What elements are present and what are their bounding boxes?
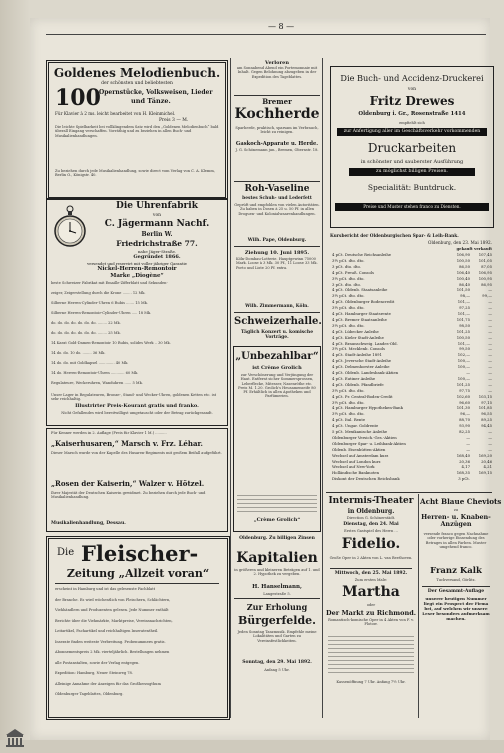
kurs-name: 4 pCt. Braunschweig. Landes-Obl.: [332, 340, 398, 346]
cheviots-firm: Franz Kalk: [430, 566, 482, 576]
theater-play2-sub: oder: [366, 603, 376, 607]
druckerei-special: Specialität: Buntdruck.: [367, 183, 457, 192]
uhren-price-line: zeiger, Zeigerstellung durch die Krone ........ 12 Mk.: [51, 291, 146, 295]
kurs-buy: —: [466, 446, 470, 452]
pocket-watch-icon: [53, 203, 87, 249]
kurs-sell: —: [488, 429, 492, 434]
musik-title2: „Rosen der Kaiserin,“ Walzer v. Hötzel.: [51, 479, 205, 488]
ziehung-head: Ziehung 10. Juni 1895.: [244, 250, 310, 256]
kurs-buy: 86,40: [459, 281, 470, 287]
kurs-name: Oldenb. Eisenhütten-Aktien: [332, 446, 386, 452]
cheviots-sub: zu: [453, 508, 459, 512]
kurs-buy: 101,25: [456, 328, 470, 334]
theater-dir: Direction G. Schönerstädt.: [346, 516, 396, 520]
uhren-note: versendet und reservirt mit voller jähriger Garantie: [87, 261, 187, 266]
koch-firm: Gaskoch-Apparate u. Herde.: [235, 141, 319, 147]
erholung-pre: Zur Erholung: [246, 602, 308, 612]
bremer-label: Bremer: [262, 97, 292, 106]
unbez-foot: „Crème Grolich“: [253, 517, 301, 523]
fleischer-subtitle: Zeitung „Allzeit voran“: [66, 567, 210, 580]
col-divider-2: [322, 58, 323, 718]
uhren-price-line: Silberne Herren-Cylinder-Uhren 6 Rubis ....... 15 Mk.: [51, 301, 148, 305]
kurs-name: 3½ pCt. dto. dto.: [332, 275, 365, 281]
kurs-buy: 100,—: [457, 358, 470, 364]
melodienbuch-body: Die leichte Spielbarkeit bei vollklingendem Satz wird den „Goldenen Melodienbuch“ bald überall Eingang verschaffen. Vorräthig und zu beziehen in allen Buch- und Musikalienhandlungen.: [55, 125, 219, 138]
kapital-head: Oldenburg. Zu billigen Zinsen: [239, 536, 315, 541]
kurs-name: 3½ pCt. dto. dto.: [332, 322, 365, 328]
kurs-sell: —: [488, 370, 492, 375]
rule-theater: [330, 568, 412, 569]
kurs-name: Holländische Banknoten: [332, 470, 380, 476]
kurs-sell: 94,45: [481, 423, 492, 429]
kurs-buy: 98,—: [460, 293, 470, 299]
kurs-name: 4 pCt. Oldenb. Staatsanleihe: [332, 287, 388, 293]
druckerei-footer: Preise und Muster stehen franco zu Diensten.: [335, 203, 489, 211]
kurs-name: 4 pCt. Oldenburger Bodencredit: [332, 299, 395, 305]
kurs-name: 4 pCt. Bremer Staatsanleihe: [332, 316, 387, 322]
kurs-sell: —: [488, 299, 492, 305]
buergerfelde-title: Bürgerfelde.: [237, 614, 316, 627]
kurs-name: 4 pCt. Stadt-Anleihe 1891: [332, 352, 382, 358]
theater-play2-desc: Romantisch-komische Oper in 4 Akten von F. v. Flotow.: [328, 618, 414, 627]
kurs-name: 3 pCt. dto. dto.: [332, 263, 361, 269]
kurs-buy: 101,30: [456, 405, 470, 411]
kurs-sell: 106,95: [478, 269, 492, 275]
kurs-name: 4 pCt. Oldenb. Pfandbriefe: [332, 381, 384, 387]
kurs-buy: 168,35: [456, 470, 470, 476]
kurs-buy: 101,50: [456, 287, 470, 293]
koch-addr: J. G. Schönemann jun., Bremen, Obernstr. 18.: [235, 148, 319, 152]
kurs-sell: —: [488, 340, 492, 346]
rule-c2-3: [234, 246, 320, 247]
theater-desc: Erstes Gastspiel des Herrn ...: [344, 529, 398, 533]
melodienbuch-line2: Opernstücke, Volksweisen, Lieder: [99, 89, 213, 96]
uhren-marke: Marke „Diogène“: [110, 273, 164, 279]
beilage-text: unserer heutigen Nummer liegt ein Prospect der Firma bei, auf welchen wir unsere Leser besonders aufmerksam machen.: [422, 596, 490, 621]
kurs-buy: 100,50: [456, 257, 470, 263]
druckerei-title: Die Buch- und Accidenz-Druckerei: [340, 73, 484, 83]
kurs-sell: 20,46: [481, 458, 492, 464]
kurs-name: 4 pCt. Pr. Central-Boden-Credit: [332, 393, 393, 399]
uhren-price-line: beste Schweizer Fabrikat mit Emaille-Zifferblatt und Sekunden-: [51, 281, 168, 285]
kapital-text: in größeren und kleineren Beträgen auf 1. und 2. Hypothek zu vergeben.: [234, 568, 320, 577]
kurs-buy: 82,25: [459, 429, 470, 434]
uhren-price-line: Silberne Herren-Remontoir-Cylinder-Uhren ..... 18 Mk.: [51, 311, 152, 315]
erholung-text: Jeden Sonntag Tanzmusik. Empfehle meine Lokalitäten und Garten zu Vereinsfestlichkeiten.: [237, 630, 317, 643]
library-building-icon: [4, 727, 26, 749]
kurs-sell: —: [488, 434, 492, 440]
ad-uhrenfabrik: [46, 198, 228, 426]
druckerei-firm: Fritz Drewes: [369, 94, 455, 108]
verloren-head: Verloren: [265, 60, 289, 66]
unbez-fineprint: [237, 495, 317, 513]
uhren-price-line: 14 do. do. mit Goldkapsel .............. 40 Mk.: [51, 361, 129, 365]
unbez-text: zur Verschönerung und Verjüngung der Haut. Entfernt sicher Sommersprossen, Leberflecke, Mitesser, Nasenröthe etc. Preis M. 1.20. Grolich's Heusamenseife 80 Pf. Erhältlich in allen Apotheken und Parfümerien.: [238, 373, 316, 399]
fleischer-body-line: Alleinige Annahme der Anzeigen für das Großherzogthum: [55, 681, 161, 686]
kurs-sell: 96,55: [481, 411, 492, 417]
col-divider-3: [418, 494, 419, 718]
beilage-head: Der Gesammt-Auflage: [427, 589, 485, 594]
kurs-sell: —: [488, 305, 492, 311]
fleischer-pre: Die: [57, 547, 75, 558]
uhren-footer3: Nicht Gefallendes wird bereitwilligst umgetauscht oder der Betrag zurückgesandt.: [61, 411, 213, 415]
kurs-buy: —: [466, 370, 470, 375]
ad-melodienbuch: [46, 60, 228, 200]
kurs-sell: 107,45: [478, 252, 492, 257]
theater-foot: Kassenöffnung 7 Uhr. Anfang 7½ Uhr.: [336, 680, 406, 684]
cheviots-firm-sub: Tuchversand, Görlitz.: [436, 578, 476, 582]
kurs-name: Oldenburger Spar- u. Leihbank-Aktien: [332, 440, 406, 446]
kurs-name: 4 pCt. Hamburger Hypotheken-Bank: [332, 405, 403, 411]
fleischer-body-line: Inserate finden weiteste Verbreitung. Probenummern gratis.: [55, 639, 166, 644]
kurs-sell: —: [488, 334, 492, 340]
uhren-firm: C. Jägermann Nachf.: [104, 219, 210, 229]
ad-unbezahlbar: [233, 346, 321, 532]
uhren-street: Friedrichstraße 77.: [116, 239, 198, 248]
kurs-buy: 168,40: [456, 452, 470, 458]
kurs-sell: —: [488, 352, 492, 358]
kurs-sell: —: [488, 328, 492, 334]
rule-c3-1: [326, 492, 492, 493]
melodienbuch-title: Goldenes Melodienbuch.: [53, 66, 221, 80]
fleischer-body-line: Abonnementspreis 2 Mk. vierteljährlich. Bestellungen nehmen: [55, 650, 170, 654]
uhren-price-line: do. do. do. do. do. do. do. ........ 25 Mk.: [51, 331, 121, 335]
kochherde-title: Kochherde: [234, 106, 320, 122]
uhren-sub: nahe Jäger-Straße.: [137, 249, 177, 254]
kapital-addr: Langestraße 5.: [263, 592, 291, 596]
kurs-sell: 99,—: [482, 293, 492, 299]
fleischer-body-line: Viehhändlern und Produzenten gelesen. Jede Nummer enthält: [55, 608, 169, 612]
vaseline-text: Geprüft und empfohlen von vielen Autoritäten. Zu haben in Dosen à 25 u. 50 Pf. in allen Droguen- und Kolonialwaarenhandlungen.: [234, 203, 320, 216]
uhren-price-line: do. do. do. do. do. do. do. ........ 22 Mk.: [51, 321, 121, 325]
kurs-sell: —: [488, 375, 492, 381]
uhren-price-line: 14 do. Herren-Remontoir-Uhren ............ 60 Mk.: [51, 371, 139, 375]
druckerei-von: von: [407, 87, 417, 92]
col-divider-1: [230, 58, 231, 718]
erholung-date: Sonntag, den 29. Mai 1892.: [242, 660, 312, 665]
kurs-buy: 96,—: [460, 411, 470, 417]
fleischer-body-line: Oldenburger Tageblattes, Oldenburg.: [55, 692, 124, 696]
kurs-buy: 97,25: [459, 305, 470, 311]
theater-play: Fidelio.: [341, 536, 401, 552]
kapital-firm: H. Hanselmann,: [252, 584, 302, 590]
kurs-name: 3 pCt. dto. dto.: [332, 281, 361, 287]
theater-play2: Martha: [342, 584, 400, 600]
kurs-sell: 101,05: [478, 257, 492, 263]
kurs-buy: 101,25: [456, 381, 470, 387]
kurs-sell: —: [488, 387, 492, 393]
kurs-name: 3½ pCt. Mecklenb. Consols: [332, 346, 385, 352]
kurs-name: 4 pCt. Oldenb. Landesbank-Aktien: [332, 370, 399, 375]
kurs-name: 4 pCt. Lübecker Anleihe: [332, 328, 379, 334]
page-edge: [0, 0, 30, 753]
uhren-city: Berlin W.: [141, 231, 173, 238]
kurs-buy: 100,—: [457, 375, 470, 381]
schweizer-title: Schweizerhalle.: [234, 316, 322, 327]
fleischer-body-line: Leitartikel, Fachartikel und reichhaltigen Inseratentheil.: [55, 629, 159, 633]
kurs-name: 4 pCt. Ungar. Goldrente: [332, 423, 379, 429]
melodienbuch-price: Preis 3 — M.: [159, 118, 189, 123]
kurs-sell: —: [488, 346, 492, 352]
uhren-price-line: 14 do. do. 10 do. ........ 36 Mk.: [51, 351, 106, 355]
musik-desc2: Ihrer Majestät der Deutschen Kaiserin gewidmet. Zu beziehen durch jede Buch- und Musikalienhandlung.: [51, 491, 206, 500]
kurs-sell: —: [488, 322, 492, 328]
kurs-name: 4 pCt. Preuß. Consols: [332, 269, 374, 275]
kurs-sell: —: [488, 358, 492, 364]
kurs-buy: 101,—: [457, 299, 470, 305]
kurs-buy: 4,17: [461, 464, 470, 470]
kurs-buy: 102,60: [456, 393, 470, 399]
kurs-buy: —: [466, 434, 470, 440]
uhren-footer1: Unser Lager in Regulateuren, Bronze-, Stand- und Wecker-Uhren, goldenen Ketten etc. ist sehr reichhaltig.: [51, 393, 217, 402]
kurs-sell: 100,95: [478, 275, 492, 281]
kurs-colhead: gekauft verkauft: [456, 246, 492, 251]
kurs-buy: 3 pCt.: [458, 476, 470, 482]
uhren-price-line: Regulateure, Weckeruhren, Wanduhren ...... 5 Mk.: [51, 381, 143, 385]
rule-c2-1: [234, 95, 320, 96]
druckerei-drucksachen: Druckarbeiten: [367, 141, 457, 155]
ad-druckerei: [330, 66, 494, 228]
kurs-buy: 97,75: [459, 387, 470, 393]
theater-play2-pre: Zum ersten Male:: [354, 578, 388, 582]
page-number: — 8 —: [268, 22, 295, 31]
melodienbuch-number: 100: [55, 85, 101, 111]
cheviots-text: versende franco gegen Nachnahme oder vorherige Einsendung des Betrages in allen Farben. Muster umgehend franco.: [423, 532, 489, 549]
kurs-sell: 169,20: [478, 452, 492, 458]
melodienbuch-line1: der schönsten und beliebtesten: [101, 81, 173, 86]
kurs-name: 3½ pCt. dto. dto.: [332, 305, 365, 311]
druckerei-line2: in schönster und sauberster Ausführung: [360, 159, 464, 165]
uhren-heading: Die Uhrenfabrik: [116, 201, 198, 211]
cheviots-title: Acht Blaue Cheviots: [420, 497, 502, 506]
kurs-sell: 103,15: [478, 393, 492, 399]
kurs-date: Oldenburg, den 23. Mai 1892.: [428, 240, 492, 245]
kurs-name: 4 pCt. Delmenhorster Anleihe: [332, 364, 390, 370]
kurs-name: 4 pCt. Deutsche Reichsanleihe: [332, 252, 392, 257]
verloren-text: am Sonnabend Abend ein Portemonnaie mit Inhalt. Gegen Belohnung abzugeben in der Expedition des Tageblattes.: [236, 66, 318, 79]
theater-date: Dienstag, den 24. Mai: [343, 522, 399, 527]
kurs-name: 4 pCt. Eutiner Anleihe: [332, 375, 376, 381]
druckerei-addr: Oldenburg i. Gr., Rosenstraße 1414: [358, 111, 466, 117]
fleischer-body-line: Berichte über die Viehmärkte, Marktpreise, Vereinsnachrichten,: [55, 618, 173, 623]
kurs-sell: 86,95: [481, 281, 492, 287]
vaseline-firm: Wilh. Pape, Oldenburg.: [247, 238, 307, 243]
uhren-von: von: [152, 213, 162, 218]
kurs-name: 5 pCt. Mexikanische Anleihe: [332, 429, 388, 434]
kurs-name: 3½ pCt. dto. dto.: [332, 399, 365, 405]
kurs-buy: 106,90: [456, 252, 470, 257]
uhren-founded: Gegründet 1866.: [133, 254, 181, 260]
kurs-name: Diskont der Deutschen Reichsbank: [332, 476, 400, 482]
melodienbuch-line4: Für Klavier à 2 ms. leicht bearbeitet von H. Kleinmichel.: [55, 111, 176, 116]
kurs-buy: 98,50: [459, 322, 470, 328]
melodienbuch-line3: und Tänze.: [131, 97, 171, 105]
druckerei-line3: zu möglichst billigen Preisen.: [349, 168, 475, 176]
musik-desc1: Dieser Marsch wurde von der Kapelle des Husaren-Regiments mit großem Beifall aufgeführt.: [51, 451, 222, 455]
schweizer-sub: Täglich Konzert u. komische Vorträge.: [240, 330, 314, 341]
unbez-sub: ist Crème Grolich: [252, 365, 302, 371]
fleischer-body-line: alle Postanstalten, sowie der Verlag entgegen.: [55, 660, 140, 665]
kurs-buy: 101,75: [456, 316, 470, 322]
kurs-sell: 169,15: [478, 470, 492, 476]
kurs-sell: —: [488, 364, 492, 370]
uhren-product: Nickel-Herren-Remontoir: [97, 266, 177, 272]
uhren-price-line: 14 Karat Gold-Damen-Remontoir 10 Rubis, solides Werk .. 30 Mk.: [51, 341, 171, 345]
kurs-name: 4 pCt. Kieler Stadt-Anleihe: [332, 334, 384, 340]
kurs-sell: —: [488, 287, 492, 293]
kurs-buy: 106,40: [456, 269, 470, 275]
theater-date2: Mittwoch, den 25. Mai 1892.: [334, 571, 408, 576]
kurs-sell: 101,85: [478, 405, 492, 411]
fleischer-rule: [55, 583, 219, 584]
melodienbuch-footer: Zu beziehen durch jede Musikalienhandlung, sowie direct vom Verlag von C. A. Klemm, Berlin O., Königstr. 40.: [55, 169, 215, 178]
kurs-sell: —: [488, 440, 492, 446]
vaseline-title: Roh-Vaseline: [244, 184, 310, 194]
druckerei-empfiehlt: empfiehlt sich: [399, 121, 425, 125]
scan-bottom-bar: [0, 740, 504, 753]
fleischer-title: Fleischer-: [81, 541, 199, 566]
ad-fleischer: [46, 536, 230, 720]
kurs-buy: 93,90: [459, 423, 470, 429]
kurs-buy: 100,—: [457, 364, 470, 370]
kurs-buy: 96,60: [459, 399, 470, 405]
theater-play-desc: Große Oper in 2 Akten von L. van Beethoven.: [329, 556, 413, 560]
rule-cheviots: [422, 586, 490, 587]
ziehung-firm: Wilh. Zimmermann, Köln.: [245, 304, 309, 309]
kapitalien-title: Kapitalien: [236, 550, 318, 566]
musik-intro: Für Kenner werden in 2. Auflage (Preis für Klavier 1 M.) ..........: [51, 431, 167, 435]
kurs-buy: 99,50: [459, 346, 470, 352]
ad-musik: [46, 428, 228, 532]
theater-city: in Oldenburg.: [347, 508, 395, 515]
theater-title: Intermis-Theater: [328, 496, 414, 506]
musik-title1: „Kaiserhusaren,“ Marsch v. Frz. Léhar.: [51, 439, 203, 448]
rule-c2-5: [234, 598, 320, 599]
kurs-buy: —: [466, 440, 470, 446]
kurs-name: 4 pCt. Ital. Rente: [332, 417, 366, 423]
kurs-table: [332, 252, 492, 484]
kurs-sell: 89,25: [481, 417, 492, 423]
kurs-buy: 102,—: [457, 352, 470, 358]
ziehung-text: Köln-Dombau-Lotterie. Hauptgewinn 75000 Mark. Loose à 3 Mk. 30 Pf., 11 Loose 33 Mk. Porto und Liste 20 Pf. extra.: [236, 257, 318, 270]
kurs-sell: 97,15: [481, 399, 492, 405]
kurs-sell: —: [488, 381, 492, 387]
kurs-buy: 100,50: [456, 334, 470, 340]
uhren-footer2: Illustrirter Preis-Kourant gratis und franko.: [75, 403, 199, 409]
kurs-name: 4 pCt. Jeversche Stadt-Anleihe: [332, 358, 392, 364]
kurs-sell: 4,21: [483, 464, 492, 470]
koch-text: Sparherde, praktisch, sparsam im Verbrauch, leicht zu reinigen.: [235, 126, 319, 135]
fleischer-body-line: der Branche. Es wird wöchentlich von Fleischern, Schlächtern,: [55, 597, 171, 602]
kurs-name: Oldenburger Versich.-Ges.-Aktien: [332, 434, 397, 440]
theater-cast: [328, 636, 414, 676]
kurs-sell: 87,05: [481, 263, 492, 269]
unbez-title: „Unbezahlbar“: [235, 351, 319, 362]
kurs-row: [332, 476, 492, 482]
fleischer-body-line: erscheint in Hamburg und ist das gelesenste Fachblatt: [55, 587, 156, 591]
kurs-sell: —: [488, 311, 492, 316]
erholung-foot: Anfang 5 Uhr.: [264, 668, 290, 672]
musik-publisher: Musikalienhandlung, Dessau.: [51, 521, 126, 526]
rule-c2-2: [234, 181, 320, 182]
kurs-buy: 100,40: [456, 275, 470, 281]
druckerei-line: zur Anfertigung aller im Geschäftsverkehr vorkommenden: [337, 128, 487, 136]
header-rule: [46, 34, 486, 35]
theater-play2-b: Der Markt zu Richmond.: [326, 609, 417, 617]
fleischer-body-line: Expedition: Hamburg, Neuer Steinweg 78.: [55, 671, 133, 675]
kurs-name: 3½ pCt. dto. dto.: [332, 411, 365, 417]
kurs-buy: 86,50: [459, 263, 470, 269]
kurs-name: 3½ pCt. dto. dto.: [332, 387, 365, 393]
kurs-name: 3½ pCt. dto. dto.: [332, 257, 365, 263]
kurs-name: 3½ pCt. dto. dto.: [332, 293, 365, 299]
kurs-name: Wechsel auf New-York: [332, 464, 375, 470]
cheviots-line1: Herren- u. Knaben-Anzügen: [421, 513, 491, 529]
kurs-buy: 101,—: [457, 311, 470, 316]
kurs-sell: —: [488, 446, 492, 452]
kurs-name: 4 pCt. Hamburger Staatsrente: [332, 311, 391, 316]
kurs-title: Kursbericht der Oldenburgischen Spar- & Leih-Bank.: [330, 234, 459, 239]
kurs-buy: 88,70: [459, 417, 470, 423]
kurs-name: Wechsel auf London kurz: [332, 458, 381, 464]
kurs-name: Wechsel auf Amsterdam kurz: [332, 452, 389, 458]
rule-c2-4: [234, 312, 320, 313]
kurs-sell: —: [488, 316, 492, 322]
kurs-buy: 101,—: [457, 340, 470, 346]
kurs-buy: 20,36: [459, 458, 470, 464]
vaseline-sub: bestes Schuh- und Lederfett: [242, 196, 312, 201]
